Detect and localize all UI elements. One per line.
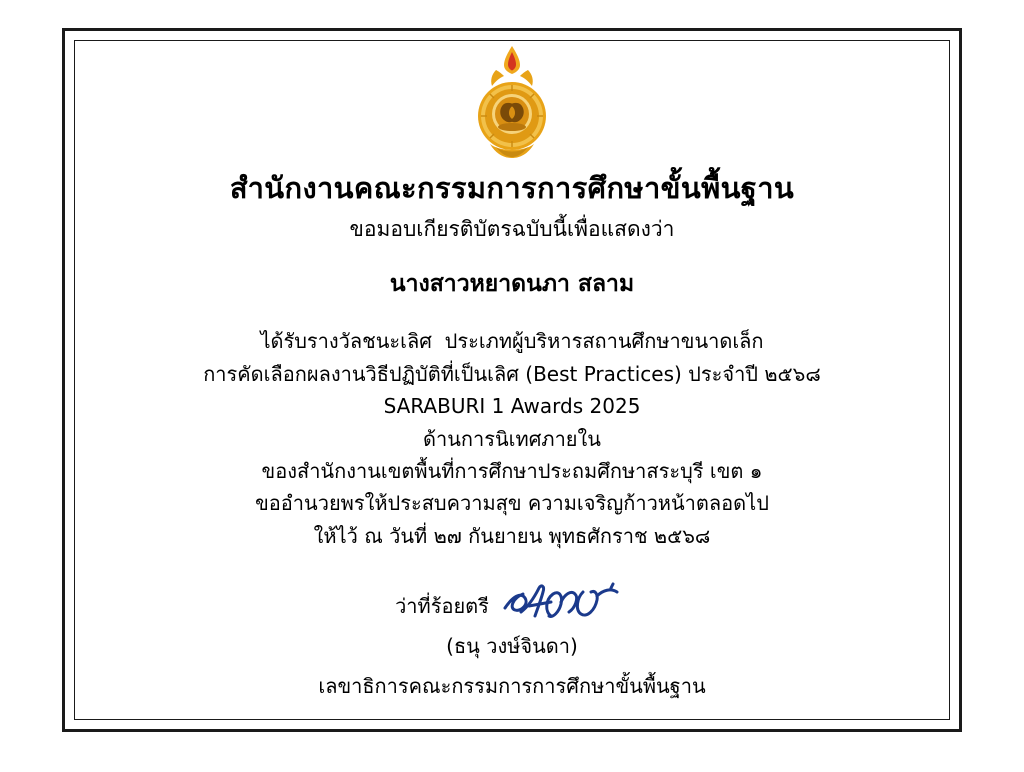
body-line: การคัดเลือกผลงานวิธีปฏิบัติที่เป็นเลิศ (Best Practices) ประจำปี ๒๕๖๘ (203, 361, 821, 386)
body-line: ด้านการนิเทศภายใน (423, 426, 601, 451)
body-line: ให้ไว้ ณ วันที่ ๒๗ กันยายน พุทธศักราช ๒๕๖๘ (313, 523, 711, 548)
handwritten-signature-icon (499, 582, 629, 628)
signer-position: เลขาธิการคณะกรรมการการศึกษาขั้นพื้นฐาน (318, 674, 706, 699)
recipient-name: นางสาวหยาดนภา สลาม (389, 270, 635, 297)
organization-title: สำนักงานคณะกรรมการการศึกษาขั้นพื้นฐาน (229, 171, 795, 205)
body-line: ขออำนวยพรให้ประสบความสุข ความเจริญก้าวหน้าตลอดไป (255, 491, 769, 516)
body-line: ได้รับรางวัลชนะเลิศ ประเภทผู้บริหารสถานศึกษาขนาดเล็ก (260, 329, 764, 354)
certificate-subtitle: ขอมอบเกียรติบัตรฉบับนี้เพื่อแสดงว่า (349, 217, 675, 242)
body-line: ของสำนักงานเขตพื้นที่การศึกษาประถมศึกษาสระบุรี เขต ๑ (261, 459, 763, 483)
signer-rank: ว่าที่ร้อยตรี (395, 594, 489, 619)
signature-block (318, 582, 705, 702)
signer-name: (ธนุ วงษ์จินดา) (446, 634, 578, 659)
body-line: SARABURI 1 Awards 2025 (383, 394, 641, 419)
thai-ministry-of-education-emblem-icon (466, 44, 558, 162)
certificate-content (74, 40, 950, 720)
certificate-body (203, 325, 821, 552)
signature-row (395, 582, 629, 628)
